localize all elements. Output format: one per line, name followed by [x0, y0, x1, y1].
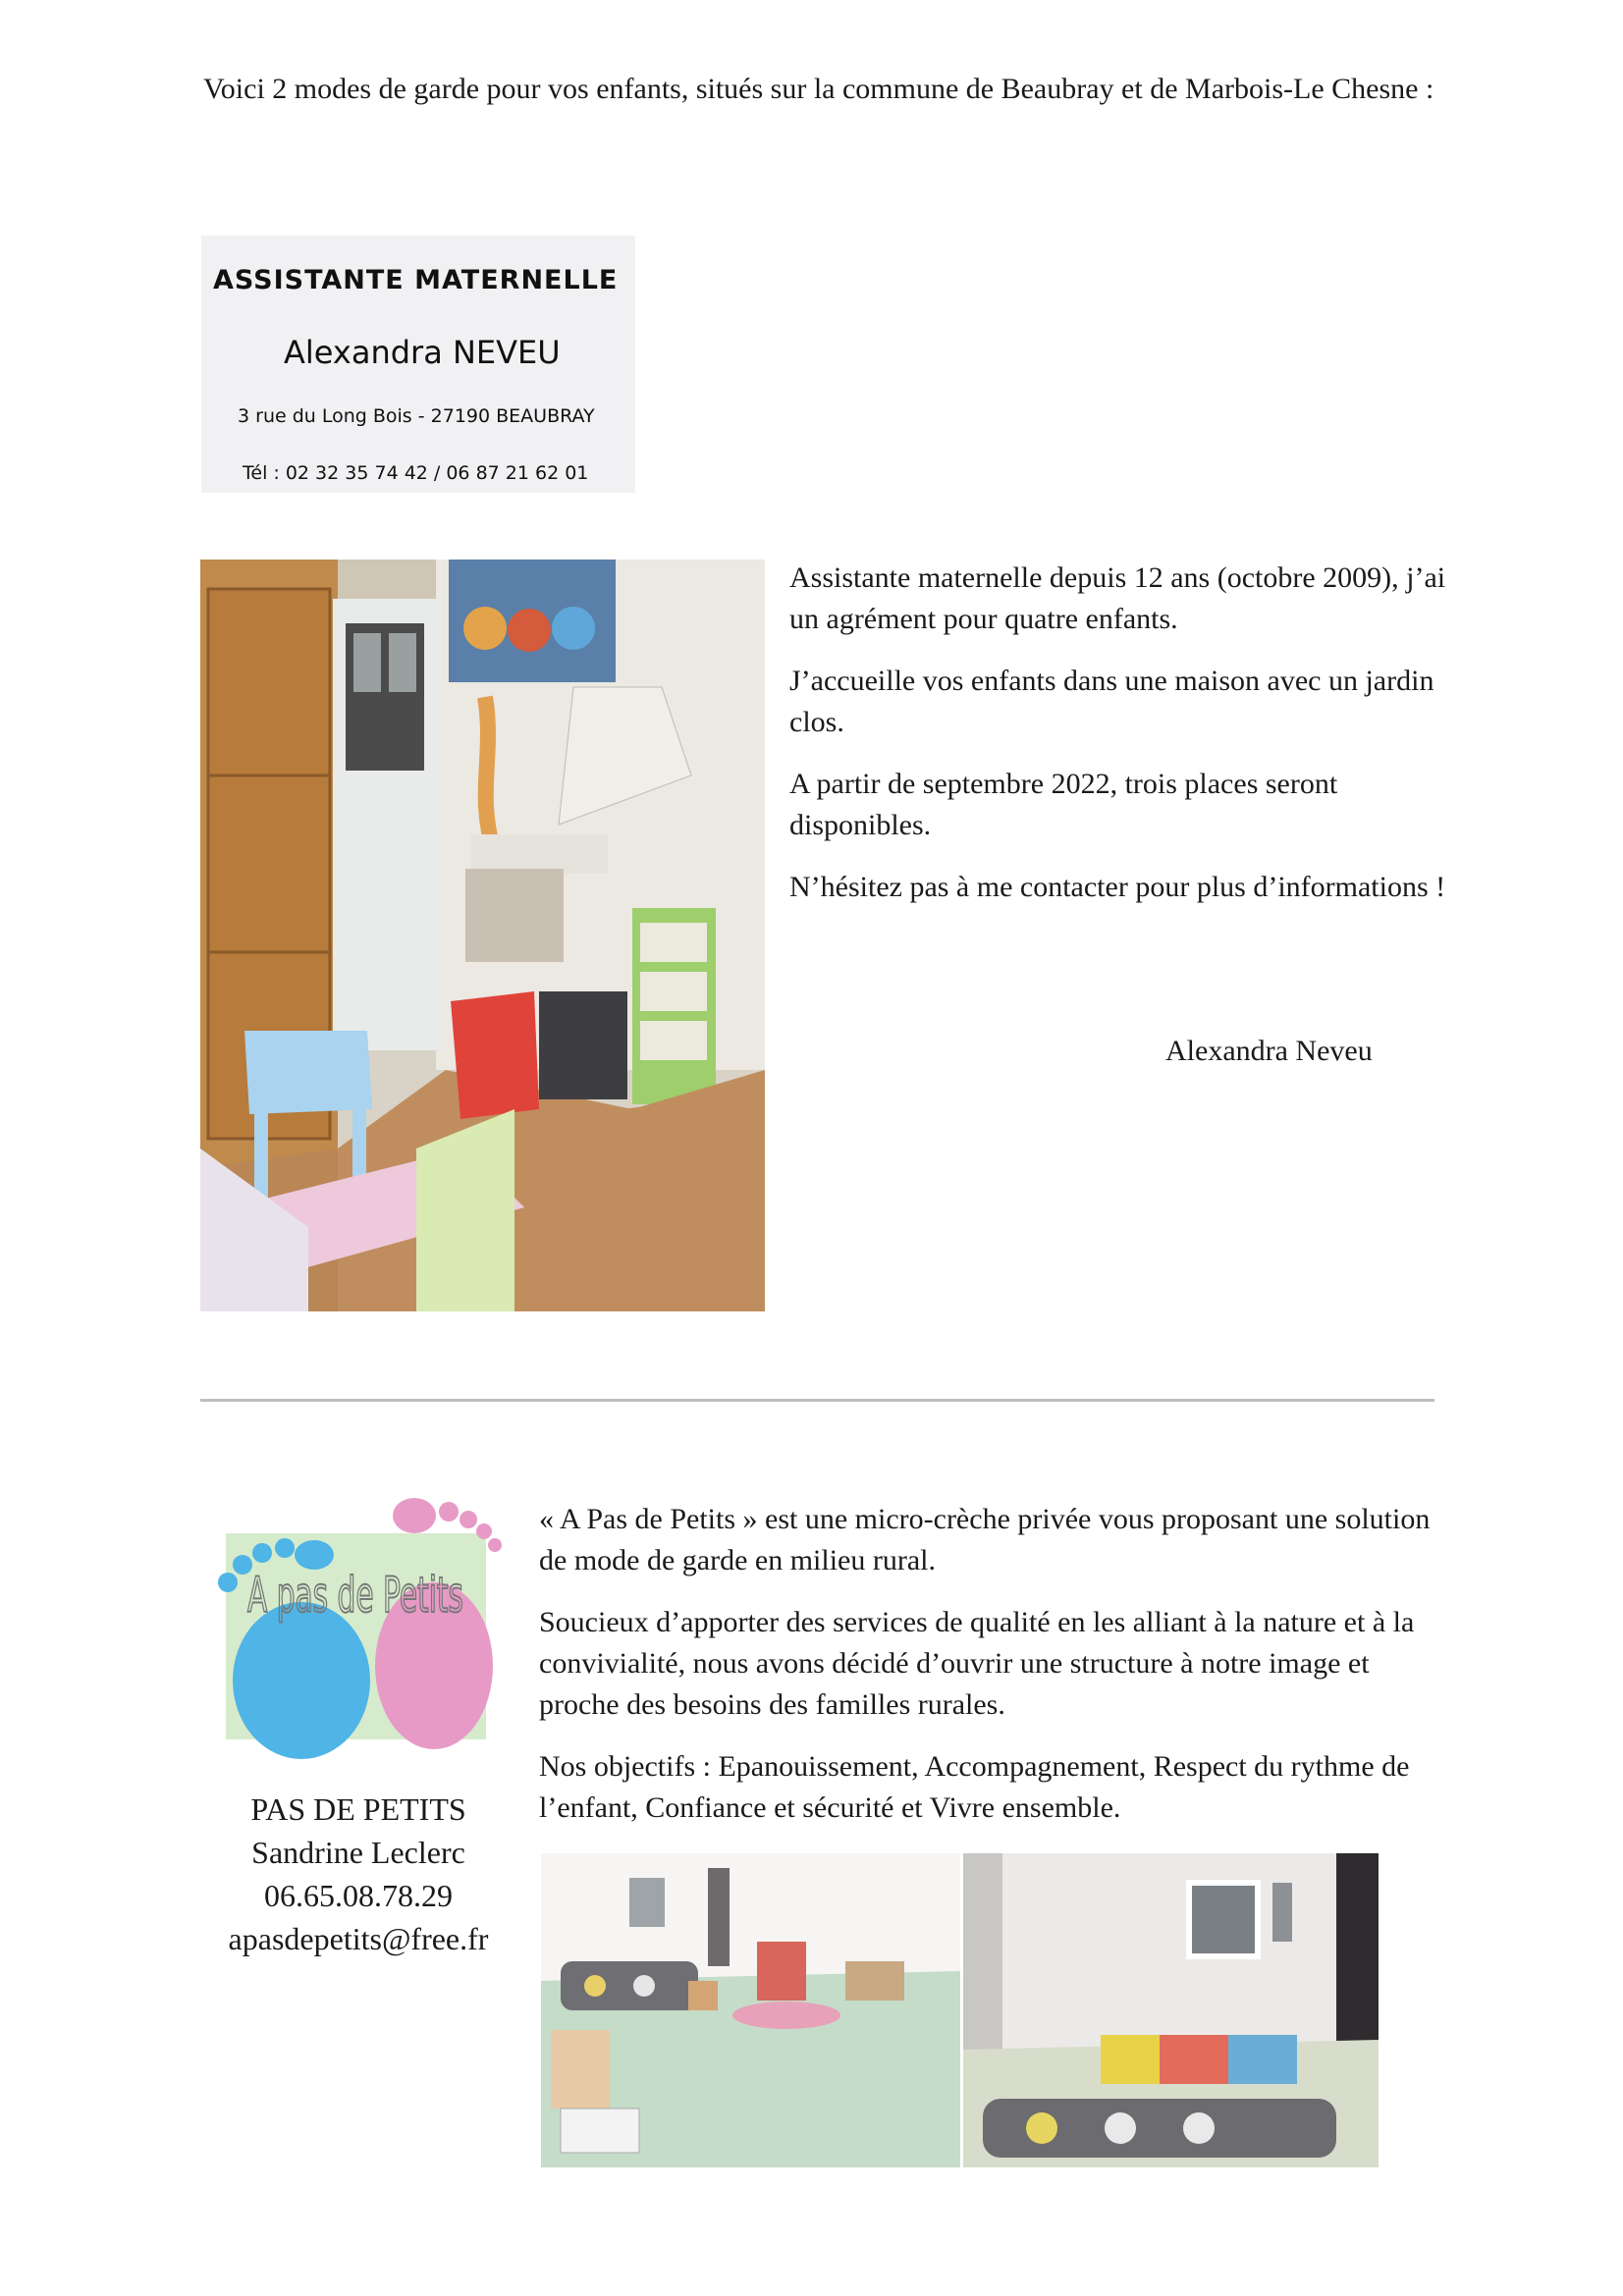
card-address: 3 rue du Long Bois - 27190 BEAUBRAY [238, 405, 595, 427]
card-title: ASSISTANTE MATERNELLE [213, 265, 619, 295]
business-card [201, 236, 635, 493]
card-name: Alexandra NEVEU [284, 334, 561, 371]
creche-contact-person: Sandrine Leclerc [251, 1835, 465, 1870]
signature: Alexandra Neveu [1165, 1035, 1373, 1067]
creche-paragraph: Nos objectifs : Epanouissement, Accompagnement, Respect du rythme de l’enfant, Confiance et sécurité et Vivre ensemble. [539, 1750, 1410, 1824]
creche-phone: 06.65.08.78.29 [264, 1878, 453, 1913]
creche-description [539, 1499, 1442, 1849]
intro-text: Voici 2 modes de garde pour vos enfants, situés sur la commune de Beaubray et de Marbois-Le Chesne : [203, 73, 1434, 105]
creche-paragraph: Soucieux d’apporter des services de qualité en les alliant à la nature et à la convivialité, nous avons décidé d’ouvrir une structure à notre image et proche des besoins des familles rurales. [539, 1606, 1415, 1721]
creche-paragraph: « A Pas de Petits » est une micro-crèche privée vous proposant une solution de mode de garde en milieu rural. [539, 1503, 1431, 1576]
pas-de-petits-logo [208, 1494, 503, 1771]
section-divider [200, 1399, 1434, 1402]
assistant-paragraph: J’accueille vos enfants dans une maison avec un jardin clos. [789, 665, 1434, 738]
creche-contact [196, 1788, 520, 1960]
assistant-paragraph: Assistante maternelle depuis 12 ans (octobre 2009), j’ai un agrément pour quatre enfants. [789, 561, 1446, 635]
logo-wordmark: A pas de Petits [247, 1567, 463, 1624]
card-phone: Tél : 02 32 35 74 42 / 06 87 21 62 01 [243, 462, 589, 484]
creche-name: PAS DE PETITS [250, 1791, 466, 1827]
assistant-paragraph: A partir de septembre 2022, trois places seront disponibles. [789, 768, 1338, 841]
creche-photo-playroom [541, 1853, 960, 2167]
creche-photo-baby-room [963, 1853, 1379, 2167]
assistant-description [789, 558, 1457, 929]
creche-email: apasdepetits@free.fr [228, 1921, 489, 1956]
room-photo [200, 560, 765, 1311]
assistant-paragraph: N’hésitez pas à me contacter pour plus d’informations ! [789, 871, 1446, 903]
